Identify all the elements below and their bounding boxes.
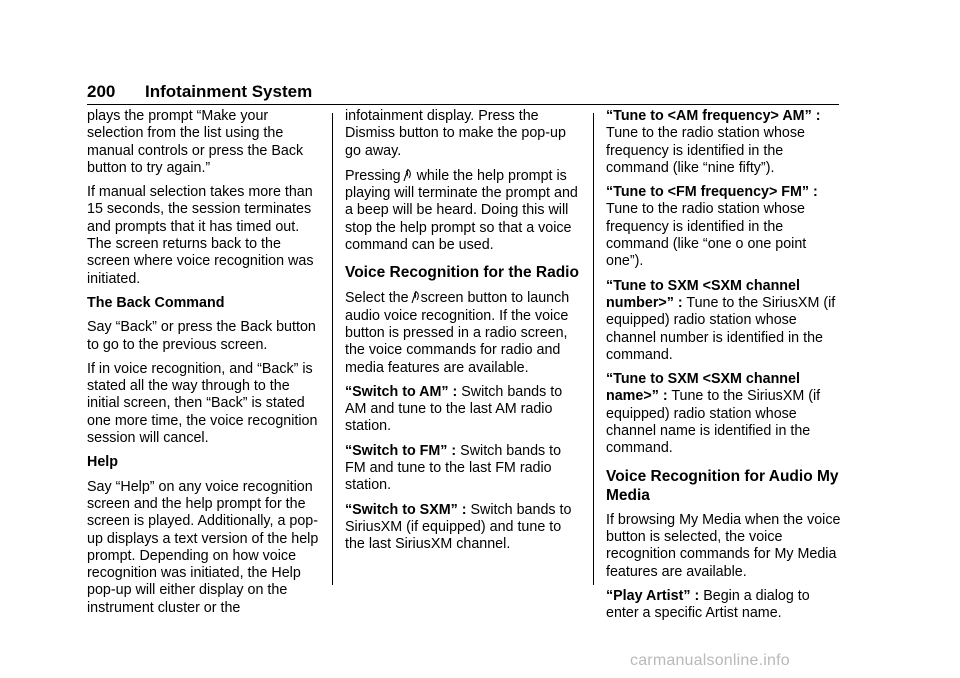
command-term: “Tune to <FM frequency> FM” : [606, 184, 818, 201]
command-description: Switch bands to SiriusXM (if equipped) and tune to the last SiriusXM channel. [345, 501, 572, 553]
column-2 [345, 108, 581, 561]
text: Select the [345, 290, 409, 307]
command-term: “Tune to SXM <SXM channel number>” : [606, 277, 800, 311]
command-item [345, 443, 581, 495]
command-item [606, 184, 842, 270]
command-description: Begin a dialog to enter a specific Artist name. [606, 587, 810, 622]
command-description: Tune to the SiriusXM (if equipped) radio station whose channel number is identified in the command. [606, 294, 836, 363]
text: screen button to launch audio voice recognition. If the voice button is pressed in a radio screen, the voice commands for radio and media features are available. [345, 290, 570, 376]
command-item [606, 278, 842, 364]
command-term: “Switch to FM” : [345, 442, 457, 459]
paragraph [345, 289, 581, 376]
command-term: “Tune to SXM <SXM channel name>” : [606, 371, 800, 405]
paragraph: Say “Help” on any voice recognition screen and the help prompt for the screen is played. Additionally, a pop-up displays a text version of the help prompt. Depending on how voice recognition was initiated, the Help pop-up will either display on the instrument cluster or the [87, 478, 319, 616]
column-1 [87, 108, 323, 624]
command-description: Switch bands to FM and tune to the last FM radio station. [345, 442, 562, 494]
paragraph: If browsing My Media when the voice button is selected, the voice recognition commands for My Media features are available. [606, 511, 841, 580]
my-media-voice-heading: Voice Recognition for Audio My Media [606, 467, 839, 504]
command-item [606, 108, 842, 177]
command-term: “Play Artist” : [606, 587, 700, 604]
header-rule [87, 104, 839, 105]
text: while the help prompt is playing will terminate the prompt and a beep will be heard. Doing this will stop the help prompt so that a voice command can be used. [345, 167, 578, 254]
voice-recognition-icon [402, 167, 412, 182]
watermark: carmanualsonline.info [630, 652, 790, 669]
section-title: Infotainment System [145, 82, 313, 101]
command-description: Tune to the SiriusXM (if equipped) radio station whose channel name is identified in the command. [606, 388, 821, 457]
paragraph: plays the prompt “Make your selection from the list using the manual controls or press the Back button to try again.” [87, 108, 304, 176]
back-command-heading: The Back Command [87, 294, 225, 311]
page-header [87, 82, 839, 106]
command-item [606, 371, 842, 457]
text: Pressing [345, 167, 401, 184]
radio-voice-heading: Voice Recognition for the Radio [345, 264, 579, 282]
command-term: “Switch to SXM” : [345, 501, 467, 518]
column-divider-1 [332, 113, 333, 585]
help-heading: Help [87, 454, 118, 471]
command-description: Tune to the radio station whose frequency is identified in the command (like “one o one point one”). [606, 201, 807, 270]
paragraph: infotainment display. Press the Dismiss button to make the pop-up go away. [345, 108, 566, 159]
command-item [345, 502, 581, 554]
command-description: Tune to the radio station whose frequency is identified in the command (like “nine fifty”). [606, 125, 805, 176]
command-item [345, 384, 581, 436]
column-3 [606, 108, 842, 629]
voice-recognition-icon [410, 289, 420, 304]
command-term: “Tune to <AM frequency> AM” : [606, 108, 821, 124]
column-divider-2 [593, 113, 594, 585]
command-description: Switch bands to AM and tune to the last AM radio station. [345, 383, 563, 435]
command-item [606, 588, 842, 623]
page-number: 200 [87, 82, 116, 101]
paragraph: If in voice recognition, and “Back” is stated all the way through to the initial screen, then “Back” is stated one more time, the voice recognition session will cancel. [87, 360, 318, 447]
paragraph [345, 167, 581, 254]
paragraph: Say “Back” or press the Back button to go to the previous screen. [87, 319, 316, 353]
paragraph: If manual selection takes more than 15 seconds, the session terminates and prompts that it has timed out. The screen returns back to the screen where voice recognition was initiated. [87, 184, 314, 287]
command-term: “Switch to AM” : [345, 383, 458, 400]
